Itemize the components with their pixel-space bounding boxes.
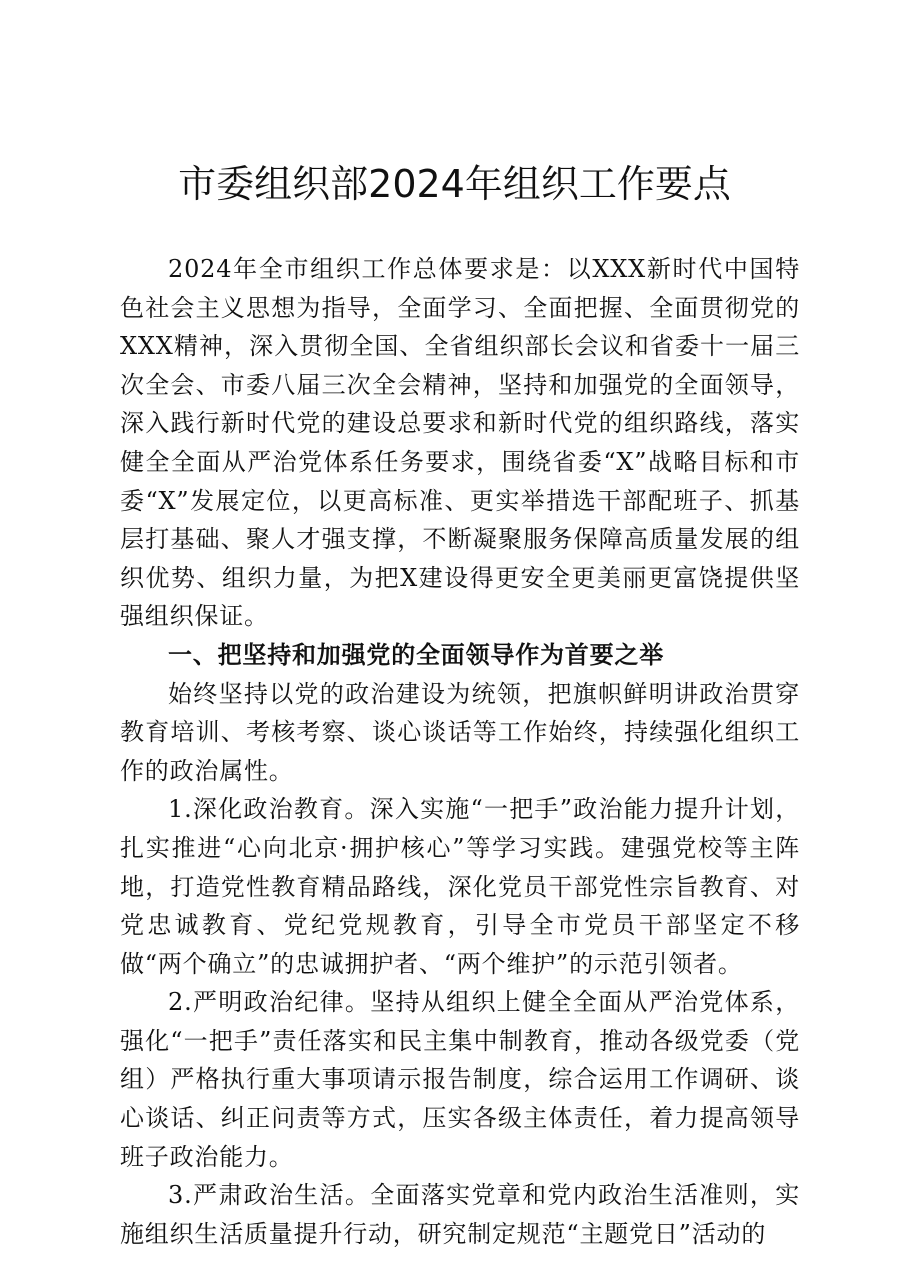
item-3-paragraph: 3.严肃政治生活。全面落实党章和党内政治生活准则，实施组织生活质量提升行动，研究制定规范“主题党日”活动的 bbox=[120, 1181, 800, 1248]
document-body bbox=[120, 250, 800, 1253]
section-1-intro: 始终坚持以党的政治建设为统领，把旗帜鲜明讲政治贯穿教育培训、考核考察、谈心谈话等工作始终，持续强化组织工作的政治属性。 bbox=[120, 679, 800, 785]
item-1-paragraph: 1.深化政治教育。深入实施“一把手”政治能力提升计划，扎实推进“心向北京·拥护核心”等学习实践。建强党校等主阵地，打造党性教育精品路线，深化党员干部党性宗旨教育、对党忠诚教育、党纪党规教育，引导全市党员干部坚定不移做“两个确立”的忠诚拥护者、“两个维护”的示范引领者。 bbox=[120, 795, 800, 978]
section-heading-1: 一、把坚持和加强党的全面领导作为首要之举 bbox=[168, 639, 664, 669]
intro-paragraph: 2024年全市组织工作总体要求是：以XXX新时代中国特色社会主义思想为指导，全面学习、全面把握、全面贯彻党的XXX精神，深入贯彻全国、全省组织部长会议和省委十一届三次全会、市委八届三次全会精神，坚持和加强党的全面领导，深入践行新时代党的建设总要求和新时代党的组织路线，落实健全全面从严治党体系任务要求，围绕省委“X”战略目标和市委“X”发展定位，以更高标准、更实举措选干部配班子、抓基层打基础、聚人才强支撑，不断凝聚服务保障高质量发展的组织优势、组织力量，为把X建设得更安全更美丽更富饶提供坚强组织保证。 bbox=[120, 255, 800, 631]
document-title: 市委组织部2024年组织工作要点 bbox=[178, 162, 731, 206]
item-2-paragraph: 2.严明政治纪律。坚持从组织上健全全面从严治党体系，强化“一把手”责任落实和民主集中制教育，推动各级党委（党组）严格执行重大事项请示报告制度，综合运用工作调研、谈心谈话、纠正问责等方式，压实各级主体责任，着力提高领导班子政治能力。 bbox=[120, 988, 800, 1171]
